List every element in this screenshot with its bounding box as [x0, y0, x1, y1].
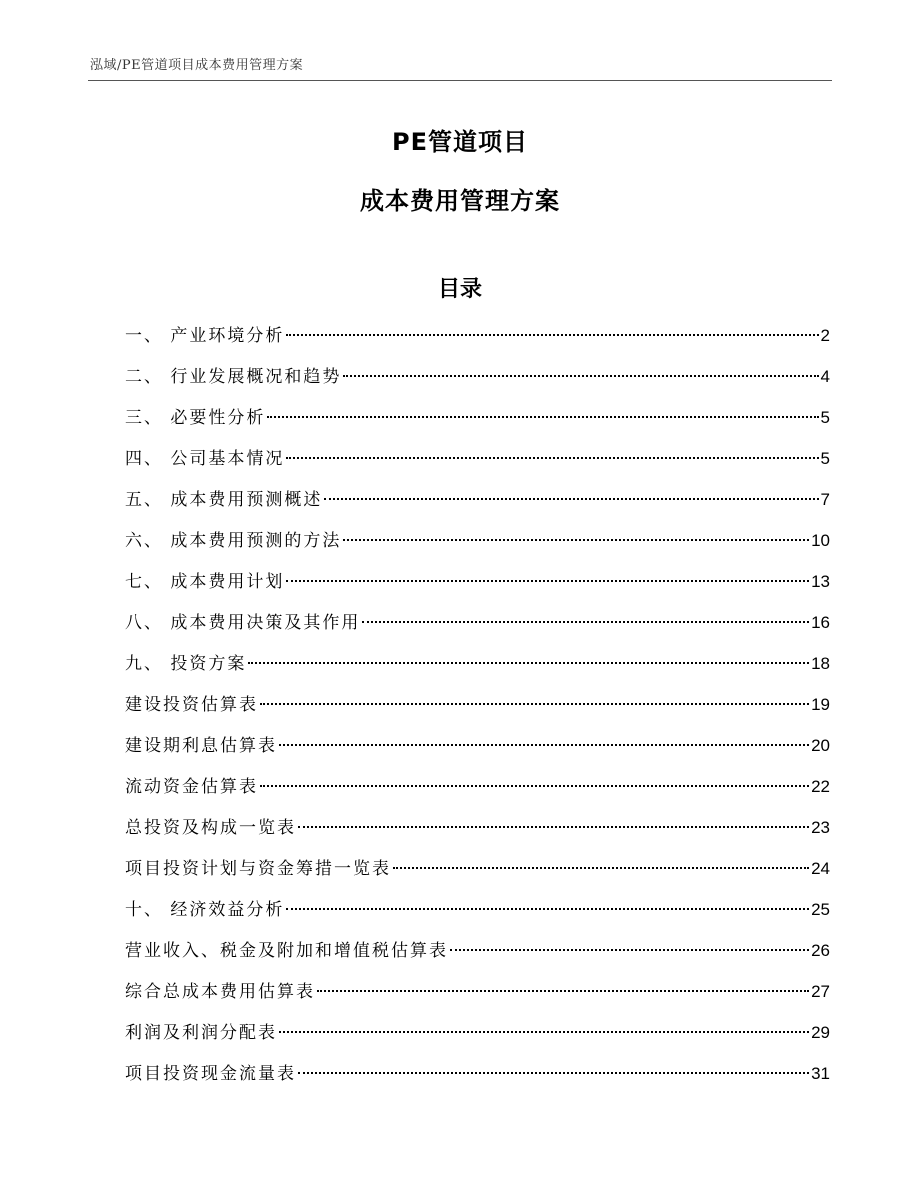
- toc-dot-leader: [279, 1031, 809, 1033]
- toc-dot-leader: [324, 498, 818, 500]
- toc-entry-label: 项目投资计划与资金筹措一览表: [125, 859, 391, 879]
- toc-entry-label: 项目投资现金流量表: [125, 1064, 296, 1084]
- toc-entry-page-number: 26: [811, 941, 830, 960]
- toc-dot-leader: [362, 621, 809, 623]
- toc-entry[interactable]: [125, 486, 830, 527]
- toc-entry[interactable]: [125, 773, 830, 814]
- toc-entry-page-number: 4: [820, 367, 830, 386]
- toc-entry-page-number: 16: [811, 613, 830, 632]
- toc-entry[interactable]: [125, 1060, 830, 1101]
- toc-entry[interactable]: [125, 1019, 830, 1060]
- toc-entry[interactable]: [125, 404, 830, 445]
- toc-entry-page-number: 5: [820, 408, 830, 427]
- toc-entry[interactable]: [125, 855, 830, 896]
- table-of-contents: [125, 322, 830, 1101]
- toc-dot-leader: [393, 867, 809, 869]
- toc-dot-leader: [298, 1072, 809, 1074]
- toc-entry-page-number: 24: [811, 859, 830, 878]
- toc-entry-label: 总投资及构成一览表: [125, 818, 296, 838]
- toc-entry[interactable]: [125, 609, 830, 650]
- toc-entry-page-number: 29: [811, 1023, 830, 1042]
- toc-entry-page-number: 31: [811, 1064, 830, 1083]
- toc-entry-label: 三、 必要性分析: [125, 408, 266, 428]
- toc-entry-label: 一、 产业环境分析: [125, 326, 285, 346]
- toc-entry-page-number: 23: [811, 818, 830, 837]
- document-subtitle: 成本费用管理方案: [360, 187, 560, 215]
- toc-entry-label: 综合总成本费用估算表: [125, 982, 315, 1002]
- toc-entry[interactable]: [125, 978, 830, 1019]
- toc-entry[interactable]: [125, 896, 830, 937]
- toc-entry-label: 五、 成本费用预测概述: [125, 490, 323, 510]
- toc-entry[interactable]: [125, 527, 830, 568]
- toc-dot-leader: [248, 662, 809, 664]
- toc-entry-page-number: 27: [811, 982, 830, 1001]
- toc-entry-label: 建设投资估算表: [125, 695, 258, 715]
- toc-dot-leader: [343, 539, 809, 541]
- header-divider: [88, 80, 832, 81]
- toc-entry[interactable]: [125, 691, 830, 732]
- toc-entry[interactable]: [125, 445, 830, 486]
- toc-dot-leader: [298, 826, 809, 828]
- toc-entry-page-number: 22: [811, 777, 830, 796]
- toc-dot-leader: [286, 580, 809, 582]
- toc-entry-page-number: 5: [820, 449, 830, 468]
- toc-entry[interactable]: [125, 814, 830, 855]
- toc-entry-page-number: 13: [811, 572, 830, 591]
- toc-entry-label: 营业收入、税金及附加和增值税估算表: [125, 941, 448, 961]
- toc-entry-label: 建设期利息估算表: [125, 736, 277, 756]
- toc-entry-label: 利润及利润分配表: [125, 1023, 277, 1043]
- toc-dot-leader: [317, 990, 809, 992]
- toc-entry-page-number: 10: [811, 531, 830, 550]
- toc-dot-leader: [267, 416, 818, 418]
- toc-dot-leader: [260, 703, 809, 705]
- toc-entry[interactable]: [125, 322, 830, 363]
- toc-dot-leader: [260, 785, 809, 787]
- toc-entry-label: 四、 公司基本情况: [125, 449, 285, 469]
- toc-entry-label: 十、 经济效益分析: [125, 900, 285, 920]
- toc-dot-leader: [286, 457, 818, 459]
- toc-entry-label: 八、 成本费用决策及其作用: [125, 613, 361, 633]
- toc-entry[interactable]: [125, 568, 830, 609]
- toc-entry-label: 七、 成本费用计划: [125, 572, 285, 592]
- toc-dot-leader: [343, 375, 818, 377]
- toc-heading: 目录: [437, 277, 482, 302]
- toc-entry-label: 六、 成本费用预测的方法: [125, 531, 342, 551]
- toc-dot-leader: [450, 949, 809, 951]
- toc-entry-label: 九、 投资方案: [125, 654, 247, 674]
- toc-dot-leader: [279, 744, 809, 746]
- toc-entry[interactable]: [125, 650, 830, 691]
- toc-entry-page-number: 7: [820, 490, 830, 509]
- running-header: 泓域/PE管道项目成本费用管理方案: [90, 58, 304, 73]
- toc-entry[interactable]: [125, 732, 830, 773]
- toc-entry-label: 流动资金估算表: [125, 777, 258, 797]
- toc-entry-page-number: 25: [811, 900, 830, 919]
- toc-entry[interactable]: [125, 363, 830, 404]
- toc-entry-page-number: 18: [811, 654, 830, 673]
- document-title: PE管道项目: [392, 128, 528, 156]
- toc-entry-page-number: 20: [811, 736, 830, 755]
- toc-dot-leader: [286, 908, 809, 910]
- toc-entry-page-number: 19: [811, 695, 830, 714]
- toc-entry[interactable]: [125, 937, 830, 978]
- toc-dot-leader: [286, 334, 818, 336]
- toc-entry-label: 二、 行业发展概况和趋势: [125, 367, 342, 387]
- toc-entry-page-number: 2: [820, 326, 830, 345]
